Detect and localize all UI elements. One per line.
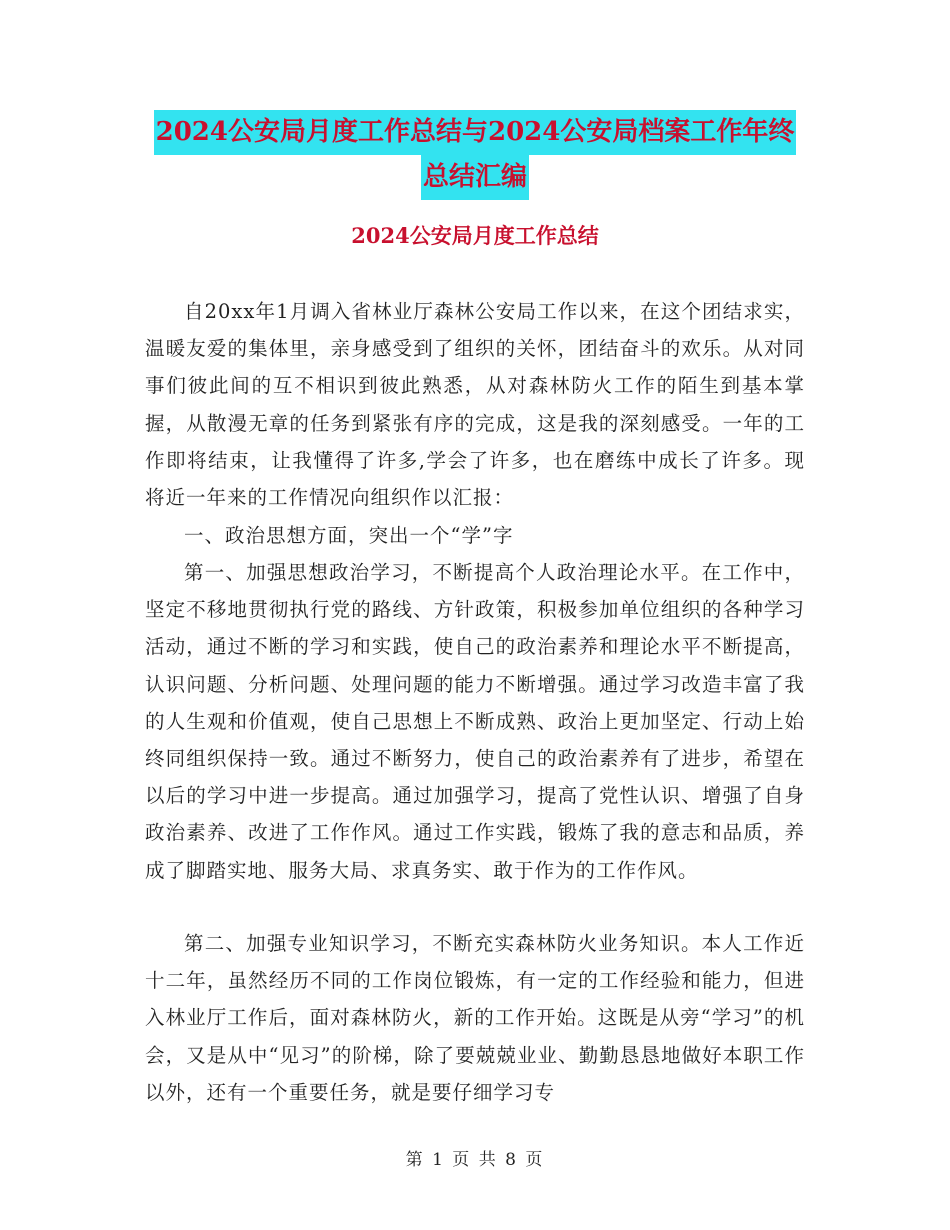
paragraph-political-study — [145, 554, 805, 889]
paragraph-text: 自20xx年1月调入省林业厅森林公安局工作以来，在这个团结求实，温暖友爱的集体里，亲身感受到了组织的关怀，团结奋斗的欢乐。从对同事们彼此间的互不相识到彼此熟悉，从对森林防火工作的陌生到基本掌握，从散漫无章的任务到紧张有序的完成，这是我的深刻感受。一年的工作即将结束，让我懂得了许多,学会了许多，也在磨练中成长了许多。现将近一年来的工作情况向组织作以汇报： — [145, 300, 805, 510]
document-title-line-2: 总结汇编 — [421, 155, 529, 200]
paragraph-text: 一、政治思想方面，突出一个“学”字 — [184, 524, 514, 547]
section-title: 2024公安局月度工作总结 — [351, 223, 599, 248]
paragraph-heading-political — [145, 517, 805, 554]
document-title-line-1: 2024公安局月度工作总结与2024公安局档案工作年终 — [154, 110, 797, 155]
document-title — [0, 110, 950, 200]
page-number-footer: 第 1 页 共 8 页 — [405, 1150, 545, 1170]
paragraph-intro — [145, 293, 805, 516]
paragraph-professional-study — [145, 925, 805, 1111]
paragraph-text: 第一、加强思想政治学习，不断提高个人政治理论水平。在工作中，坚定不移地贯彻执行党的路线、方针政策，积极参加单位组织的各种学习活动，通过不断的学习和实践，使自己的政治素养和理论水平不断提高，认识问题、分析问题、处理问题的能力不断增强。通过学习改造丰富了我的人生观和价值观，使自己思想上不断成熟、政治上更加坚定、行动上始终同组织保持一致。通过不断努力，使自己的政治素养有了进步，希望在以后的学习中进一步提高。通过加强学习，提高了党性认识、增强了自身政治素养、改进了工作作风。通过工作实践，锻炼了我的意志和品质，养成了脚踏实地、服务大局、求真务实、敢于作为的工作作风。 — [145, 561, 805, 882]
paragraph-text: 第二、加强专业知识学习，不断充实森林防火业务知识。本人工作近十二年，虽然经历不同的工作岗位锻炼，有一定的工作经验和能力，但进入林业厅工作后，面对森林防火，新的工作开始。这既是从旁“学习”的机会，又是从中“见习”的阶梯，除了要兢兢业业、勤勤恳恳地做好本职工作以外，还有一个重要任务，就是要仔细学习专 — [145, 932, 805, 1104]
